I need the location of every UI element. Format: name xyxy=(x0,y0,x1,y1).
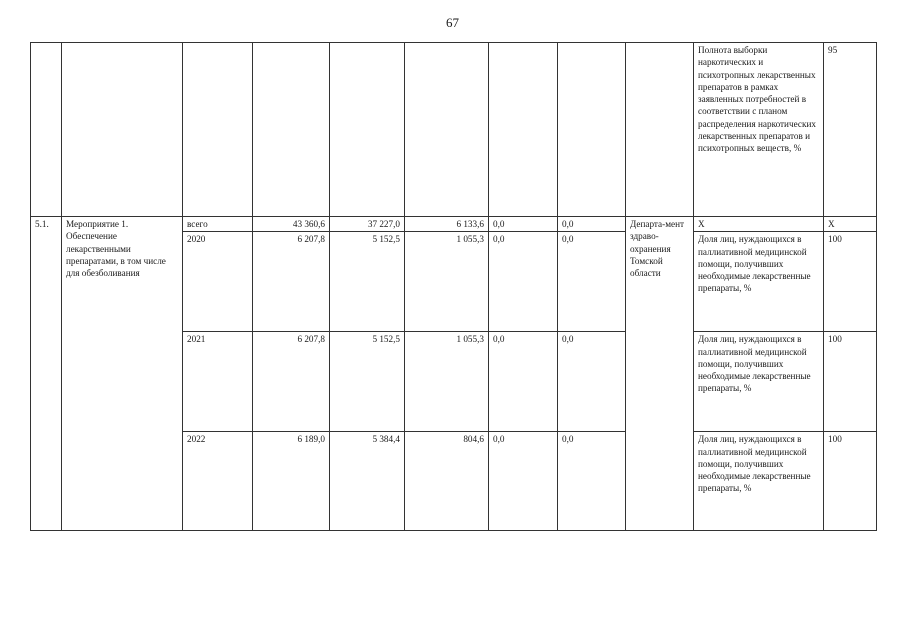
other-cell: 0,0 xyxy=(558,332,626,432)
indicator-cell: Доля лиц, нуждающихся в паллиативной медицинской помощи, получивших необходимые лекарственные препараты, % xyxy=(694,332,824,432)
indicator-value-cell: Х xyxy=(824,217,877,232)
event-name: Мероприятие 1. Обеспечение лекарственными препаратами, в том числе для обезболивания xyxy=(62,217,183,531)
federal-cell: 5 384,4 xyxy=(330,432,405,531)
table-cell xyxy=(405,43,489,217)
year-cell: всего xyxy=(183,217,253,232)
federal-cell: 37 227,0 xyxy=(330,217,405,232)
table-cell xyxy=(62,43,183,217)
program-table xyxy=(30,42,877,531)
indicator-cell: Доля лиц, нуждающихся в паллиативной медицинской помощи, получивших необходимые лекарственные препараты, % xyxy=(694,432,824,531)
page-number: 67 xyxy=(446,15,459,30)
table-cell xyxy=(489,43,558,217)
indicator-value-cell: 100 xyxy=(824,332,877,432)
table-cell xyxy=(253,43,330,217)
indicator-cell: Доля лиц, нуждающихся в паллиативной медицинской помощи, получивших необходимые лекарственные препараты, % xyxy=(694,232,824,332)
table-cell xyxy=(558,43,626,217)
total-cell: 6 207,8 xyxy=(253,332,330,432)
table-cell xyxy=(31,43,62,217)
indicator-cell: Х xyxy=(694,217,824,232)
total-cell: 6 189,0 xyxy=(253,432,330,531)
table-cell xyxy=(626,43,694,217)
regional-cell: 6 133,6 xyxy=(405,217,489,232)
total-cell: 43 360,6 xyxy=(253,217,330,232)
federal-cell: 5 152,5 xyxy=(330,332,405,432)
other-cell: 0,0 xyxy=(558,432,626,531)
table-cell xyxy=(330,43,405,217)
regional-cell: 804,6 xyxy=(405,432,489,531)
year-cell: 2022 xyxy=(183,432,253,531)
local-cell: 0,0 xyxy=(489,217,558,232)
executor-cell: Департа-мент здраво-охранения Томской области xyxy=(626,217,694,531)
regional-cell: 1 055,3 xyxy=(405,332,489,432)
federal-cell: 5 152,5 xyxy=(330,232,405,332)
year-cell: 2020 xyxy=(183,232,253,332)
table-row-continuation xyxy=(31,43,877,217)
other-cell: 0,0 xyxy=(558,217,626,232)
indicator-value-cell: 100 xyxy=(824,432,877,531)
event-number: 5.1. xyxy=(31,217,62,531)
indicator-value-cell: 100 xyxy=(824,232,877,332)
table-cell xyxy=(183,43,253,217)
indicator-value-cell: 95 xyxy=(824,43,877,217)
local-cell: 0,0 xyxy=(489,232,558,332)
regional-cell: 1 055,3 xyxy=(405,232,489,332)
table-row-total xyxy=(31,217,877,232)
indicator-cell: Полнота выборки наркотических и психотропных лекарственных препаратов в рамках заявленных потребностей в соответствии с планом распределения наркотических лекарственных препаратов и психотропных веществ, % xyxy=(694,43,824,217)
local-cell: 0,0 xyxy=(489,332,558,432)
local-cell: 0,0 xyxy=(489,432,558,531)
other-cell: 0,0 xyxy=(558,232,626,332)
year-cell: 2021 xyxy=(183,332,253,432)
total-cell: 6 207,8 xyxy=(253,232,330,332)
